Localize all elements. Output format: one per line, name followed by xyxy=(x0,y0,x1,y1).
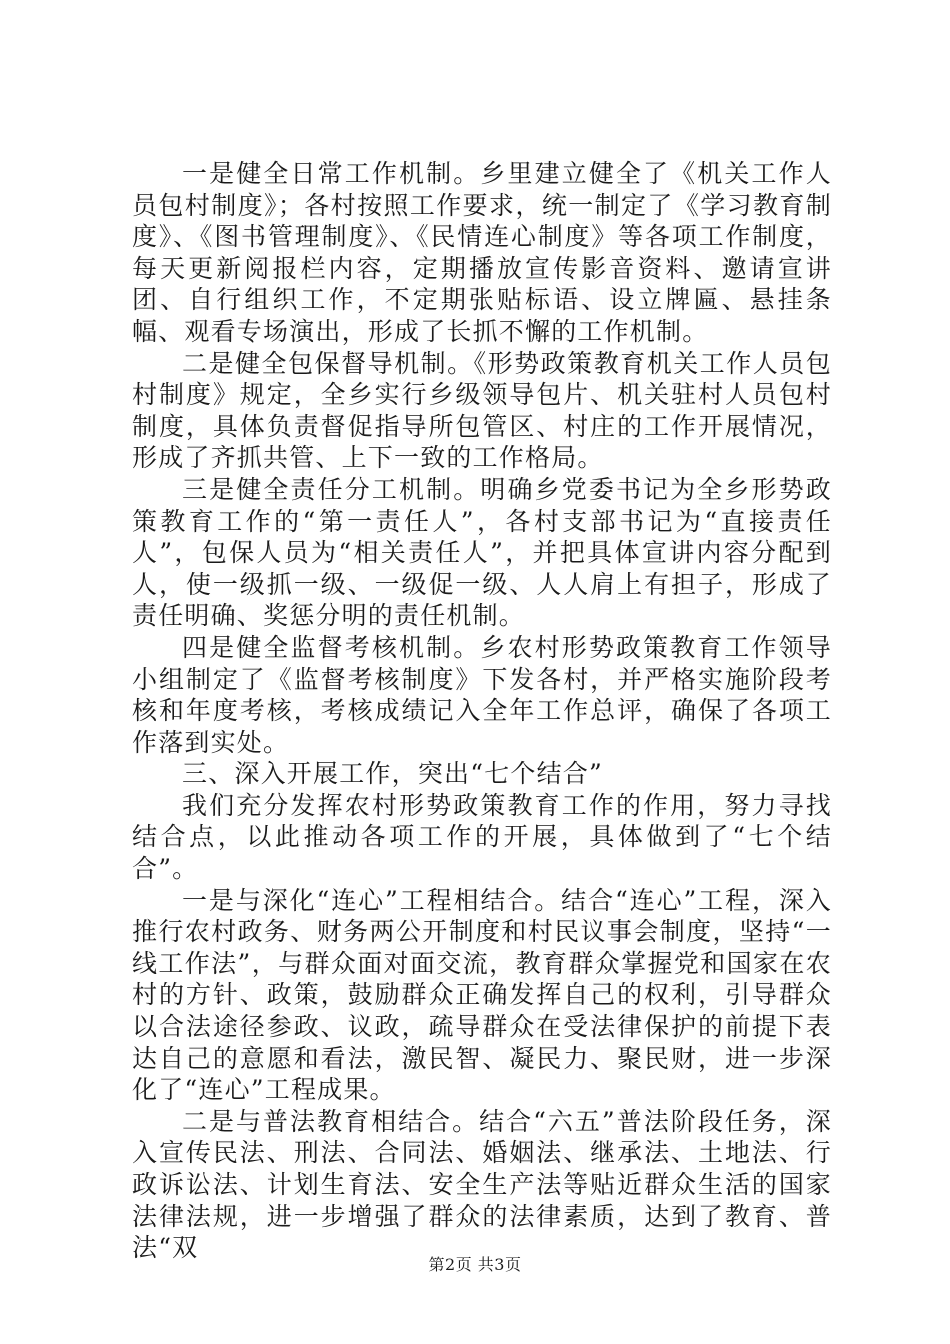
paragraph-responsibility-mechanism: 三是健全责任分工机制。明确乡党委书记为全乡形势政策教育工作的“第一责任人”，各村支部书记为“直接责任人”，包保人员为“相关责任人”，并把具体宣讲内容分配到人，使一级抓一级、一级促一级、人人肩上有担子，形成了责任明确、奖惩分明的责任机制。 xyxy=(132,474,832,631)
paragraph-lianxin-project: 一是与深化“连心”工程相结合。结合“连心”工程，深入推行农村政务、财务两公开制度和村民议事会制度，坚持“一线工作法”，与群众面对面交流，教育群众掌握党和国家在农村的方针、政策，鼓励群众正确发挥自己的权利，引导群众以合法途径参政、议政，疏导群众在受法律保护的前提下表达自己的意愿和看法，激民智、凝民力、聚民财，进一步深化了“连心”工程成果。 xyxy=(132,885,832,1105)
paragraph-assessment-mechanism: 四是健全监督考核机制。乡农村形势政策教育工作领导小组制定了《监督考核制度》下发各村，并严格实施阶段考核和年度考核，考核成绩记入全年工作总评，确保了各项工作落到实处。 xyxy=(132,632,832,757)
paragraph-daily-mechanism: 一是健全日常工作机制。乡里建立健全了《机关工作人员包村制度》；各村按照工作要求，统一制定了《学习教育制度》、《图书管理制度》、《民情连心制度》等各项工作制度，每天更新阅报栏内容，定期播放宣传影音资料、邀请宣讲团、自行组织工作，不定期张贴标语、设立牌匾、悬挂条幅、观看专场演出，形成了长抓不懈的工作机制。 xyxy=(132,159,832,346)
document-body xyxy=(132,158,832,1264)
section-heading: 三、深入开展工作，突出“七个结合” xyxy=(182,759,603,789)
paragraph-seven-combinations-intro: 我们充分发挥农村形势政策教育工作的作用，努力寻找结合点，以此推动各项工作的开展，具体做到了“七个结合”。 xyxy=(132,790,832,884)
paragraph-legal-education: 二是与普法教育相结合。结合“六五”普法阶段任务，深入宣传民法、刑法、合同法、婚姻法、继承法、土地法、行政诉讼法、计划生育法、安全生产法等贴近群众生活的国家法律法规，进一步增强了群众的法律素质，达到了教育、普法“双 xyxy=(132,1106,832,1263)
paragraph-supervision-mechanism: 二是健全包保督导机制。《形势政策教育机关工作人员包村制度》规定，全乡实行乡级领导包片、机关驻村人员包村制度，具体负责督促指导所包管区、村庄的工作开展情况，形成了齐抓共管、上下一致的工作格局。 xyxy=(132,348,832,473)
page-footer: 第2页 共3页 xyxy=(428,1255,522,1274)
